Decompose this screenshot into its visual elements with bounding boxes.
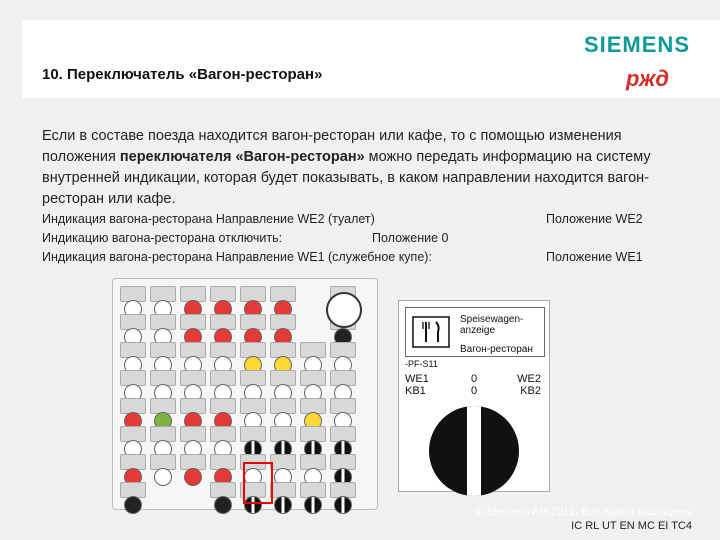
switch-label-ru: Вагон-ресторан bbox=[460, 344, 533, 355]
description-text bbox=[42, 126, 692, 210]
description-part2: можно передать информацию на систему внутренней индикации, которая будет показывать, в каком направлении находится вагон-ресторан или кафе. bbox=[42, 149, 651, 207]
highlighted-switch bbox=[243, 462, 273, 504]
indication-right: Положение WE2 bbox=[546, 212, 643, 226]
indication-row bbox=[42, 212, 375, 226]
panel-button bbox=[124, 496, 142, 514]
doc-code: IC RL UT EN MC EI TC4 bbox=[571, 520, 692, 532]
label-line: anzeige bbox=[460, 325, 496, 336]
description-bold: переключателя «Вагон-ресторан» bbox=[119, 149, 365, 165]
indication-left: Индикацию вагона-ресторана отключить: bbox=[42, 231, 283, 245]
cutlery-icon bbox=[412, 316, 450, 348]
switch-code: -PF-S11 bbox=[405, 359, 438, 369]
rotary-switch-knob[interactable] bbox=[429, 406, 519, 496]
panel-button bbox=[334, 496, 352, 514]
rzd-logo-icon bbox=[624, 64, 686, 92]
dining-car-switch-panel bbox=[398, 300, 550, 492]
indication-row bbox=[42, 250, 432, 264]
panel-button bbox=[214, 496, 232, 514]
label-line: Speisewagen- bbox=[460, 314, 524, 325]
indication-right: Положение WE1 bbox=[546, 250, 643, 264]
knob-indicator bbox=[467, 406, 481, 496]
panel-dial-icon bbox=[326, 292, 362, 328]
page-title: 10. Переключатель «Вагон-ресторан» bbox=[42, 66, 323, 83]
position-zero: 0 bbox=[471, 373, 478, 385]
siemens-logo: SIEMENS bbox=[583, 32, 690, 57]
panel-button bbox=[184, 468, 202, 486]
header-bar bbox=[22, 20, 720, 98]
indication-row bbox=[42, 231, 282, 245]
panel-button bbox=[304, 496, 322, 514]
description-part1: Если в составе поезда находится вагон-ресторан или кафе, то с помощью изменения положения bbox=[42, 128, 622, 165]
panel-button bbox=[154, 468, 172, 486]
position-kb1: KB1 bbox=[405, 385, 426, 397]
position-we1: WE1 bbox=[405, 373, 429, 385]
indication-left: Индикация вагона-ресторана Направление WE2 (туалет) bbox=[42, 212, 375, 226]
position-kb2: KB2 bbox=[520, 385, 541, 397]
indication-right: Положение 0 bbox=[372, 231, 449, 245]
switch-label-de bbox=[460, 314, 523, 336]
panel-button bbox=[274, 496, 292, 514]
indication-left: Индикация вагона-ресторана Направление WE1 (служебное купе): bbox=[42, 250, 432, 264]
svg-text:ржд: ржд bbox=[626, 66, 669, 91]
switch-label-box bbox=[405, 307, 545, 357]
position-we2: WE2 bbox=[517, 373, 541, 385]
position-zero: 0 bbox=[471, 385, 478, 397]
copyright-text: © Siemens AG 2012. Все права защищены bbox=[475, 506, 692, 518]
